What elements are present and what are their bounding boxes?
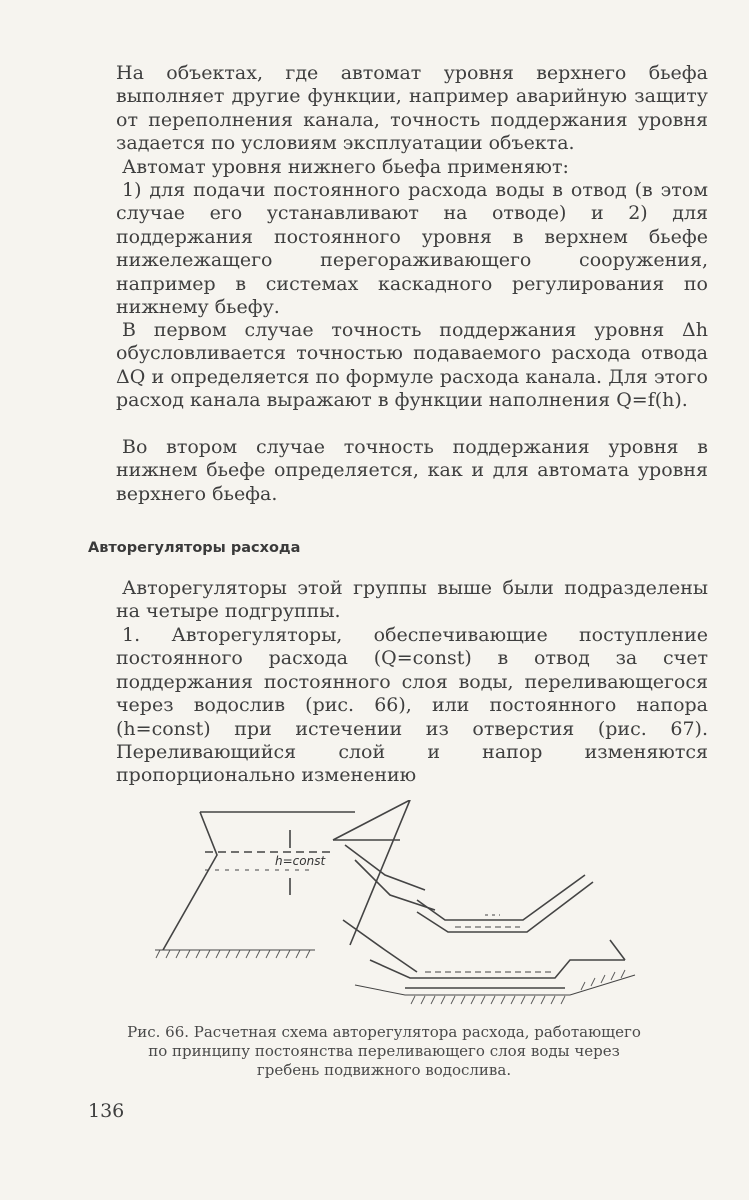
figure-66-diagram — [155, 800, 655, 1010]
section-heading: Авторегуляторы расхода — [88, 540, 301, 556]
paragraph-4: В первом случае точность поддержания уровня Δh обусловливается точностью подаваемого расхода отвода ΔQ и определяется по формуле расхода канала. Для этого расход канала выражают в функции наполнения Q=f(h). — [116, 319, 708, 412]
downstream-basin — [417, 875, 585, 920]
weir-gate — [333, 800, 410, 945]
page-number: 136 — [88, 1100, 125, 1122]
figure-caption: Рис. 66. Расчетная схема авторегулятора расхода, работающего по принципу постоянства переливающего слоя воды через гребень подвижного водослива. — [127, 1023, 641, 1079]
paragraph-6: Авторегуляторы этой группы выше были подразделены на четыре подгруппы. — [116, 577, 708, 623]
paragraph-5: Во втором случае точность поддержания уровня в нижнем бьефе определяется, как и для автомата уровня верхнего бьефа. — [116, 436, 708, 505]
paragraph-7: 1. Авторегуляторы, обеспечивающие поступление постоянного расхода (Q=const) в отвод за счет поддержания постоянного слоя воды, переливающегося через водослив (рис. 66), или постоянного напора (h=const) при истечении из отверстия (рис. 67). Переливающийся слой и напор изменяются пропорционально изменению — [116, 624, 708, 787]
paragraph-3: 1) для подачи постоянного расхода воды в отвод (в этом случае его устанавливают на отводе) и 2) для поддержания постоянного уровня в верхнем бьефе нижележащего перегораживающего сооружения, например в системах каскадного регулирования по нижнему бьефу. — [116, 179, 708, 319]
paragraph-1: На объектах, где автомат уровня верхнего бьефа выполняет другие функции, например аварийную защиту от переполнения канала, точность поддержания уровня задается по условиям эксплуатации объекта. — [116, 62, 708, 155]
upstream-wall — [163, 812, 217, 950]
h-const-label: h=const — [275, 854, 326, 868]
paragraph-2: Автомат уровня нижнего бьефа применяют: — [122, 156, 569, 178]
